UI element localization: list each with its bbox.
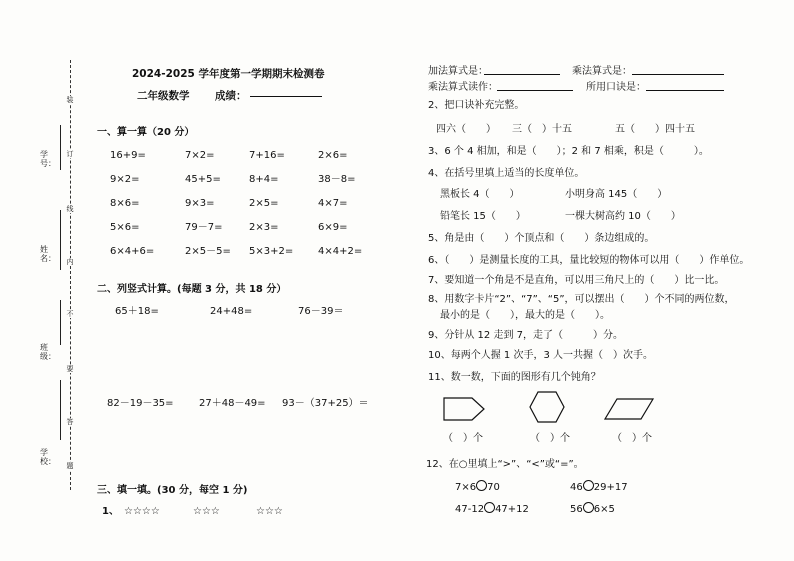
q11-text: 11、数一数，下面的图形有几个钝角？	[428, 372, 601, 383]
section2-heading: 二、列竖式计算。(每题 3 分，共 18 分）	[97, 284, 287, 295]
class-label: 班级：	[40, 343, 56, 361]
compare-circle[interactable]	[476, 480, 487, 491]
q5-text: 5、角是由（ ）个顶点和（ ）条边组成的。	[428, 233, 655, 244]
q2-text: 2、把口诀补充完整。	[428, 100, 525, 111]
binding-char: 不	[64, 310, 76, 318]
grade-subject: 二年级数学	[137, 90, 190, 102]
calc-item: 16+9=	[110, 150, 146, 161]
multiplication-blank[interactable]	[632, 64, 724, 75]
calc-item: 2×6=	[318, 150, 348, 161]
compare-circle[interactable]	[583, 480, 594, 491]
binding-char: 要	[64, 365, 76, 373]
binding-char: 装	[64, 96, 76, 104]
calc-item: 9×2=	[110, 174, 140, 185]
calc-item: 7+16=	[249, 150, 285, 161]
addition-label: 加法算式是：	[428, 66, 488, 77]
q4-item: 黑板长 4（ ）	[440, 189, 520, 200]
section1-heading: 一、算一算（20 分）	[97, 127, 195, 138]
exam-title: 2024-2025 学年度第一学期期末检测卷	[132, 68, 325, 80]
student-id-line	[60, 125, 61, 170]
binding-char: 题	[64, 462, 76, 470]
star-group: ☆☆☆	[256, 506, 283, 517]
calc-item: 38－8=	[318, 174, 356, 185]
calc-item: 5×3+2=	[249, 246, 294, 257]
q4-text: 4、在括号里填上适当的长度单位。	[428, 168, 585, 179]
calc-item: 2×5－5=	[185, 246, 231, 257]
rhyme-label: 所用口诀是：	[586, 82, 646, 93]
name-line	[60, 210, 61, 270]
reading-blank[interactable]	[497, 80, 573, 91]
compare-circle[interactable]	[583, 502, 594, 513]
binding-char: 订	[64, 150, 76, 158]
parallelogram-shape	[603, 397, 655, 421]
multiplication-label: 乘法算式是：	[572, 66, 632, 77]
calc-item: 79－7=	[185, 222, 223, 233]
vertical-calc-item: 76－39＝	[298, 306, 344, 317]
calc-item: 4×4+2=	[318, 246, 363, 257]
vertical-calc-item: 93－（37+25）＝	[282, 398, 369, 409]
compare-row	[570, 502, 615, 516]
calc-item: 8×6=	[110, 198, 140, 209]
q3-text: 3、6 个 4 相加，和是（ ）；2 和 7 相乘，积是（ ）。	[428, 146, 709, 157]
calc-item: 2×3=	[249, 222, 279, 233]
q11-answer: （ ）个	[612, 433, 652, 444]
vertical-calc-item: 27＋48－49=	[199, 398, 266, 409]
calc-item: 2×5=	[249, 198, 279, 209]
compare-row	[455, 480, 500, 494]
rhyme-blank[interactable]	[646, 80, 724, 91]
q8-text: 8、用数字卡片“2”、“7”、“5”，可以摆出（ ）个不同的两位数，	[428, 294, 735, 305]
compare-left: 7×6	[455, 482, 477, 493]
vertical-calc-item: 24+48=	[210, 306, 253, 317]
student-id-label: 学号：	[40, 150, 56, 168]
compare-right: 6×5	[593, 504, 615, 515]
calc-item: 9×3=	[185, 198, 215, 209]
q2-item: 三（ ）十五	[512, 124, 572, 135]
q11-answer: （ ）个	[530, 433, 570, 444]
calc-item: 6×4+6=	[110, 246, 155, 257]
q1-number: 1、	[102, 506, 119, 517]
vertical-calc-item: 82－19－35=	[107, 398, 174, 409]
q4-item: 小明身高 145（ ）	[565, 189, 668, 200]
compare-right: 47+12	[495, 504, 529, 515]
q2-item: 四六（ ）	[436, 124, 496, 135]
compare-row	[570, 480, 628, 494]
reading-label: 乘法算式读作：	[428, 82, 498, 93]
calc-item: 8+4=	[249, 174, 279, 185]
calc-item: 45+5=	[185, 174, 221, 185]
compare-left: 56	[570, 504, 583, 515]
class-line	[60, 300, 61, 345]
school-label: 学校：	[40, 448, 56, 466]
name-label: 姓名：	[40, 245, 56, 263]
calc-item: 4×7=	[318, 198, 348, 209]
q4-item: 铅笔长 15（ ）	[440, 211, 526, 222]
binding-char: 答	[64, 418, 76, 426]
compare-right: 70	[487, 482, 500, 493]
q9-text: 9、分针从 12 走到 7，走了（ ）分。	[428, 330, 623, 341]
compare-left: 46	[570, 482, 583, 493]
compare-circle[interactable]	[484, 502, 495, 513]
score-blank[interactable]	[250, 86, 322, 97]
vertical-calc-item: 65＋18=	[115, 306, 159, 317]
star-group: ☆☆☆	[193, 506, 220, 517]
calc-item: 6×9=	[318, 222, 348, 233]
binding-char: 线	[64, 205, 76, 213]
binding-char: 内	[64, 258, 76, 266]
q6-text: 6、（ ）是测量长度的工具，量比较短的物体可以用（ ）作单位。	[428, 255, 750, 266]
q12-text: 12、在○里填上“>”、“<”或“=”。	[426, 459, 584, 470]
pentagon-shape	[442, 394, 486, 424]
calc-item: 7×2=	[185, 150, 215, 161]
q7-text: 7、要知道一个角是不是直角，可以用三角尺上的（ ）比一比。	[428, 275, 725, 286]
compare-row	[455, 502, 529, 516]
addition-blank[interactable]	[484, 64, 560, 75]
score-label: 成绩：	[215, 90, 247, 102]
school-line	[60, 380, 61, 440]
q10-text: 10、每两个人握 1 次手，3 人一共握（ ）次手。	[428, 350, 653, 361]
q8-text-continued: 最小的是（ ），最大的是（ ）。	[440, 310, 610, 321]
q2-item: 五（ ）四十五	[615, 124, 695, 135]
compare-right: 29+17	[593, 482, 628, 493]
calc-item: 5×6=	[110, 222, 140, 233]
star-group: ☆☆☆☆	[124, 506, 160, 517]
hexagon-shape	[528, 390, 566, 424]
q11-answer: （ ）个	[443, 433, 483, 444]
section3-heading: 三、填一填。(30 分，每空 1 分)	[97, 485, 248, 496]
compare-left: 47-12	[455, 504, 485, 515]
q4-item: 一棵大树高约 10（ ）	[565, 211, 681, 222]
